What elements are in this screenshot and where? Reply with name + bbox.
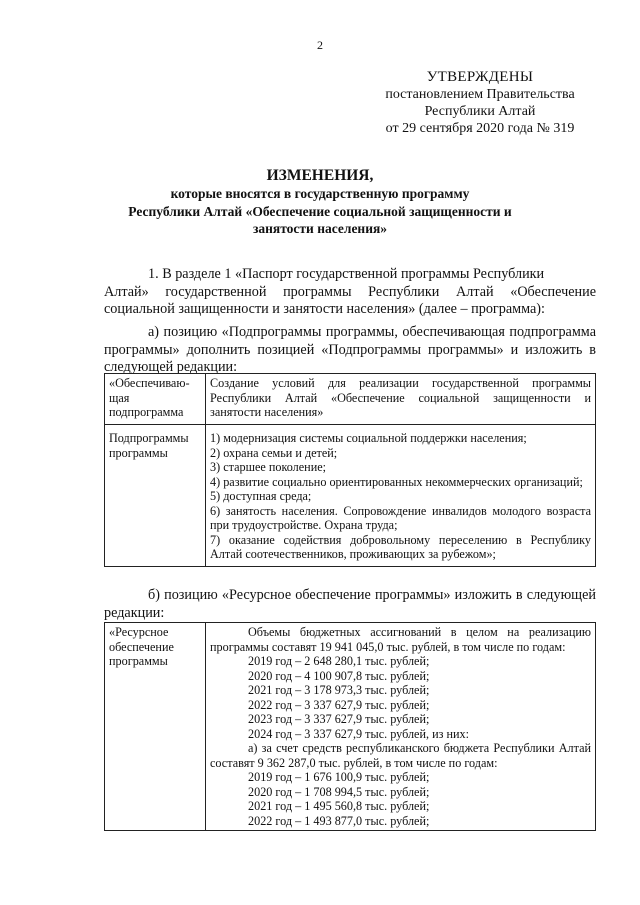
paragraph-1-first-line: 1. В разделе 1 «Паспорт государственной программы Республики: [148, 266, 545, 282]
list-item: 3) старшее поколение;: [210, 460, 327, 474]
funding-sub-year: 2022 год – 1 493 877,0 тыс. рублей;: [248, 813, 430, 828]
funding-year: 2019 год – 2 648 280,1 тыс. рублей;: [248, 654, 430, 668]
subprogram-list: [206, 425, 596, 567]
funding-sub-year: 2020 год – 1 708 994,5 тыс. рублей;: [248, 784, 430, 799]
subprograms-table: [104, 373, 596, 567]
heading-subtitle-line: занятости населения»: [252, 221, 388, 236]
table-cell-label: «Обеспечиваю-щая подпрограмма: [105, 374, 206, 425]
funding-sub-year: 2021 год – 1 495 560,8 тыс. рублей;: [248, 799, 430, 813]
heading-title: ИЗМЕНЕНИЯ,: [266, 167, 374, 184]
resources-cell: [206, 623, 596, 831]
approval-line: постановлением Правительства: [385, 87, 575, 102]
page-number: 2: [317, 38, 323, 52]
list-item: 5) доступная среда;: [210, 489, 312, 503]
funding-year: 2020 год – 4 100 907,8 тыс. рублей;: [248, 668, 430, 683]
paragraph-1-rest: Алтай» государственной программы Республики Алтай «Обеспечение социальной защищенности и занятости населения» (далее – программа):: [104, 283, 596, 318]
funding-sub-year: 2019 год – 1 676 100,9 тыс. рублей;: [248, 770, 430, 784]
list-item: 2) охрана семьи и детей;: [210, 445, 338, 460]
table-row: [105, 425, 596, 567]
approval-line: Республики Алтай: [424, 104, 536, 119]
list-item: 4) развитие социально ориентированных некоммерческих организаций;: [210, 474, 583, 489]
approval-block: [360, 68, 600, 137]
funding-year: 2022 год – 3 337 627,9 тыс. рублей;: [248, 697, 430, 712]
list-item: 7) оказание содействия добровольному переселению в Республику Алтай соотечественников, проживающих за рубежом»;: [210, 532, 591, 561]
funding-year: 2023 год – 3 337 627,9 тыс. рублей;: [248, 712, 430, 726]
table-row: [105, 623, 596, 831]
approval-line: от 29 сентября 2020 года № 319: [385, 121, 575, 136]
table-row: [105, 374, 596, 425]
table-cell-text: Создание условий для реализации государственной программы Республики Алтай «Обеспечение социальной защищенности и занятости населения»: [206, 374, 596, 425]
resources-table: [104, 622, 596, 831]
table-cell-label: «Ресурсное обеспечение программы: [105, 623, 206, 831]
approval-title: УТВЕРЖДЕНЫ: [426, 69, 534, 85]
document-heading: [100, 166, 540, 238]
table-cell-label: Подпрограммы программы: [105, 425, 206, 567]
paragraph-b: б) позицию «Ресурсное обеспечение программы» изложить в следующей редакции:: [104, 587, 596, 621]
heading-subtitle-line: Республики Алтай «Обеспечение социальной защищенности и: [128, 203, 512, 219]
funding-year: 2021 год – 3 178 973,3 тыс. рублей;: [248, 683, 430, 697]
paragraph-1: [104, 266, 596, 319]
list-item: 1) модернизация системы социальной поддержки населения;: [210, 431, 527, 445]
heading-subtitle-line: которые вносятся в государственную программу: [170, 186, 470, 201]
list-item: 6) занятость населения. Сопровождение инвалидов молодого возраста при трудоустройстве. Охрана труда;: [210, 503, 591, 532]
funding-sub-lead: а) за счет средств республиканского бюджета Республики Алтай составят 9 362 287,0 тыс. рублей, в том числе по годам:: [210, 741, 591, 770]
funding-year: 2024 год – 3 337 627,9 тыс. рублей, из них:: [248, 726, 469, 741]
paragraph-a: а) позицию «Подпрограммы программы, обеспечивающая подпрограмма программы» дополнить позицией «Подпрограммы программы» и изложить в следующей редакции:: [104, 324, 596, 376]
funding-lead: Объемы бюджетных ассигнований в целом на реализацию программы составят 19 941 045,0 тыс. рублей, в том числе по годам:: [210, 625, 591, 654]
